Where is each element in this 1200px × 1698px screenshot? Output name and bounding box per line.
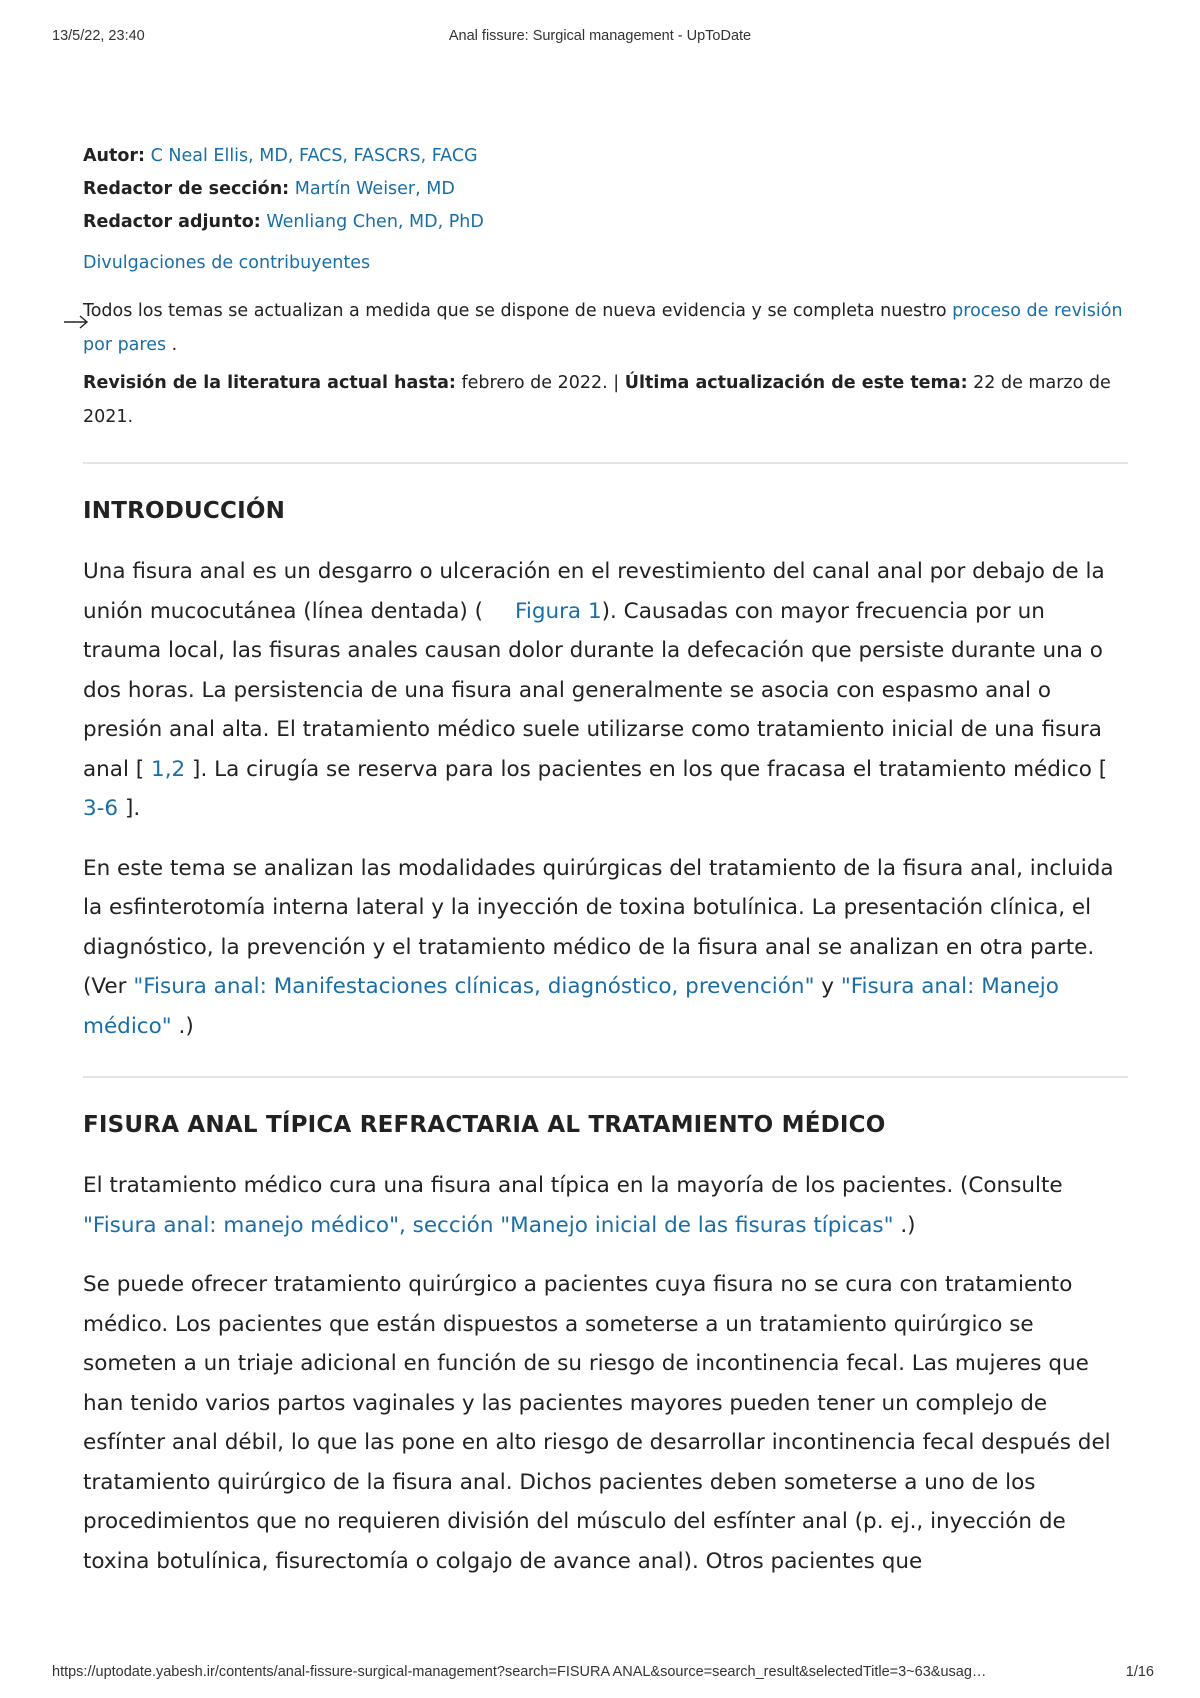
intro-p1-text-a: Una fisura anal es un desgarro o ulceración en el revestimiento del canal anal por debajo de la unión mucocutánea (línea dentada) ( (83, 559, 1105, 624)
refractory-paragraph-2: Se puede ofrecer tratamiento quirúrgico a pacientes cuya fisura no se cura con tratamiento médico. Los pacientes que están dispuestos a someterse a un tratamiento quirúrgico se someten a un triaje adicional en función de su riesgo de incontinencia fecal. Las mujeres que han tenido varios partos vaginales y las pacientes mayores pueden tener un complejo de esfínter anal débil, lo que las pone en alto riesgo de desarrollar incontinencia fecal después del tratamiento quirúrgico de la fisura anal. Dichos pacientes deben someterse a uno de los procedimientos que no requieren división del músculo del esfínter anal (p. ej., inyección de toxina botulínica, fisurectomía o colgajo de avance anal). Otros pacientes que (83, 1272, 1111, 1574)
print-title: Anal fissure: Surgical management - UpToDate (448, 28, 752, 44)
intro-p1-text-c: ]. La cirugía se reserva para los pacientes en los que fracasa el tratamiento médico [ (185, 756, 1108, 782)
author-link[interactable]: C Neal Ellis, MD, FACS, FASCRS, FACG (150, 146, 478, 166)
intro-paragraph-2 (83, 849, 1128, 1047)
update-note (83, 294, 1128, 362)
review-dates (83, 366, 1128, 434)
peer-review-link[interactable]: proceso de revisión por pares (83, 301, 1123, 355)
section-editor-line (83, 173, 1128, 206)
update-note-text: Todos los temas se actualizan a medida que se dispone de nueva evidencia y se completa nuestro (83, 301, 953, 321)
reference-link-3-6[interactable]: 3-6 (83, 796, 119, 821)
page-number: 1/16 (1125, 1664, 1154, 1680)
refractory-p1-text-b: .) (893, 1212, 916, 1238)
print-footer (0, 1664, 1200, 1684)
section-divider (83, 1076, 1128, 1078)
print-url: https://uptodate.yabesh.ir/contents/anal-fissure-surgical-management?search=FISURA ANAL&source=search_result&selectedTitle=3~63&usag… (52, 1664, 987, 1680)
deputy-editor-link[interactable]: Wenliang Chen, MD, PhD (266, 212, 484, 232)
intro-p1-text-d: ]. (118, 796, 141, 821)
refractory-paragraph-1 (83, 1166, 1128, 1245)
topic-link-medical-management[interactable]: "Fisura anal: Manejo médico" (83, 974, 1059, 1039)
author-label: Autor: (83, 146, 146, 166)
author-line (83, 140, 1128, 173)
author-block (83, 140, 1128, 239)
last-updated-label: Última actualización de este tema: (624, 373, 968, 393)
intro-p2-text-c: .) (171, 1013, 194, 1039)
print-header (0, 28, 1200, 48)
section-heading-fisura-refractaria: FISURA ANAL TÍPICA REFRACTARIA AL TRATAMIENTO MÉDICO (83, 1112, 886, 1138)
intro-p2-text-a: En este tema se analizan las modalidades quirúrgicas del tratamiento de la fisura anal, incluida la esfinterotomía interna lateral y la inyección de toxina botulínica. La presentación clínica, el diagnóstico, la prevención y el tratamiento médico de la fisura anal se analizan en otra parte. (Ver (83, 855, 1114, 999)
lit-review-label: Revisión de la literatura actual hasta: (83, 373, 456, 393)
arrow-right-icon (63, 314, 89, 330)
deputy-editor-line (83, 206, 1128, 239)
disclosures-link[interactable]: Divulgaciones de contribuyentes (83, 253, 371, 273)
reference-link-1-2[interactable]: 1,2 (151, 756, 186, 782)
intro-paragraph-1 (83, 552, 1128, 829)
topic-link-initial-management[interactable]: "Fisura anal: manejo médico", sección "Manejo inicial de las fisuras típicas" (83, 1212, 894, 1238)
print-datetime: 13/5/22, 23:40 (52, 28, 145, 44)
deputy-editor-label: Redactor adjunto: (83, 212, 261, 232)
section-divider (83, 462, 1128, 464)
refractory-p1-text-a: El tratamiento médico cura una fisura anal típica en la mayoría de los pacientes. (Consulte (83, 1173, 1063, 1198)
intro-p2-text-b: y (814, 974, 841, 999)
section-editor-label: Redactor de sección: (83, 179, 290, 199)
update-note-end: . (166, 335, 178, 355)
intro-p1-text-b: ). Causadas con mayor frecuencia por un trauma local, las fisuras anales causan dolor durante la defecación que persiste durante una o dos horas. La persistencia de una fisura anal generalmente se asocia con espasmo anal o presión anal alta. El tratamiento médico suele utilizarse como tratamiento inicial de una fisura anal [ (83, 598, 1103, 782)
lit-review-value: febrero de 2022. | (455, 373, 625, 393)
topic-link-clinical-manifestations[interactable]: "Fisura anal: Manifestaciones clínicas, diagnóstico, prevención" (133, 974, 815, 999)
article-content (83, 140, 1128, 1581)
last-updated-value: 22 de marzo de 2021. (83, 373, 1111, 427)
section-editor-link[interactable]: Martín Weiser, MD (294, 179, 455, 199)
section-heading-introduccion: INTRODUCCIÓN (83, 498, 286, 524)
figure-1-link[interactable]: Figura 1 (515, 598, 602, 624)
